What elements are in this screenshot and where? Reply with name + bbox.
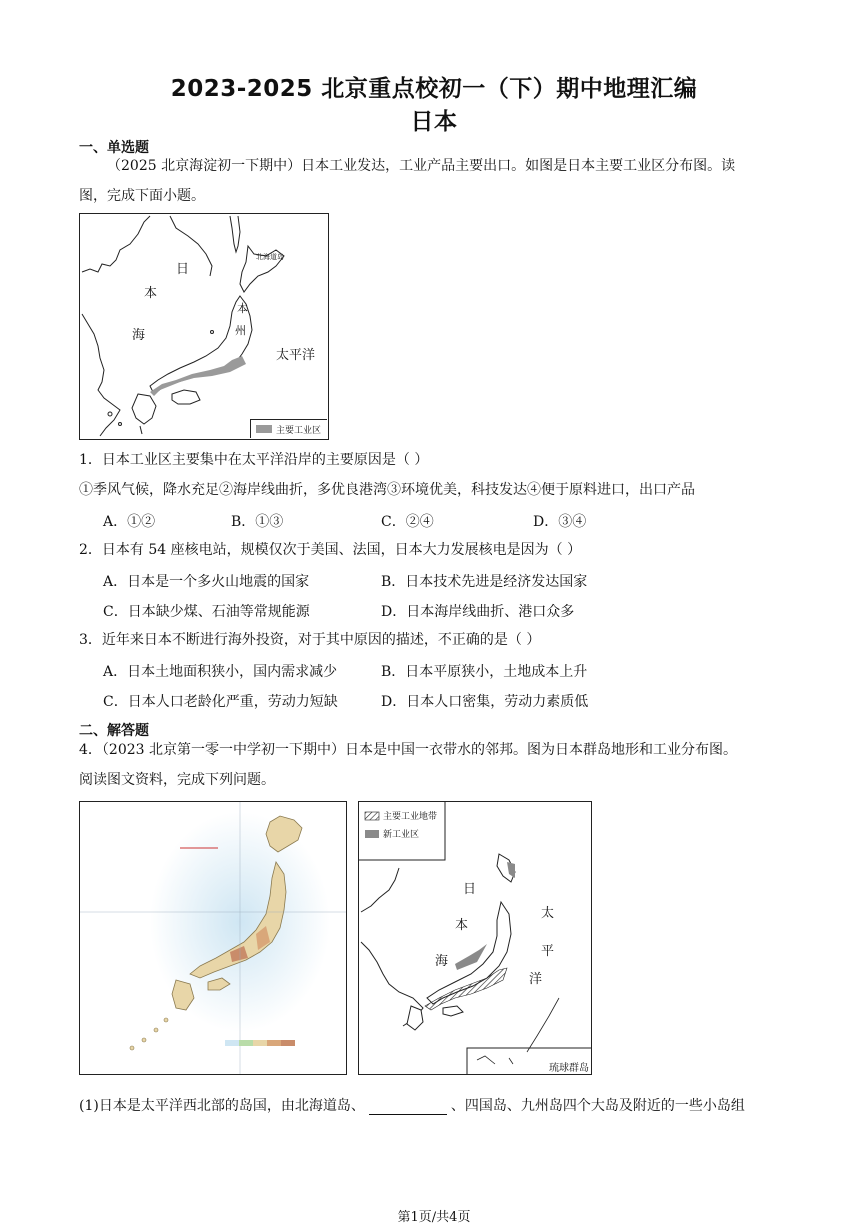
question-1-detail: ①季风气候，降水充足②海岸线曲折，多优良港湾③环境优美，科技发达④便于原料进口，出口产品 bbox=[79, 482, 695, 498]
map3-sea-label-3: 海 bbox=[435, 954, 449, 969]
q4-intro-line-1: 4．（2023 北京第一零一中学初一下期中）日本是中国一衣带水的邻邦。图为日本群岛地形和工业分布图。 bbox=[79, 742, 737, 758]
japan-industry-map bbox=[79, 213, 329, 440]
map1-island-label-1: 本 bbox=[237, 302, 248, 315]
section-heading-answer: 二、解答题 bbox=[79, 723, 149, 739]
question-3-stem: 3．近年来日本不断进行海外投资，对于其中原因的描述，不正确的是（ ） bbox=[79, 632, 541, 648]
intro-text-line-2: 图，完成下面小题。 bbox=[79, 188, 205, 204]
map1-sea-label-1: 日 bbox=[176, 262, 190, 277]
question-2-option-a[interactable]: A．日本是一个多火山地震的国家 bbox=[103, 574, 310, 590]
map1-legend-swatch bbox=[256, 425, 272, 433]
japan-industrial-zone-map bbox=[358, 801, 592, 1075]
question-2-stem: 2．日本有 54 座核电站，规模仅次于美国、法国，日本大力发展核电是因为（ ） bbox=[79, 542, 582, 558]
page-number: 第1页/共4页 bbox=[397, 1210, 471, 1225]
question-1-option-c[interactable]: C．②④ bbox=[381, 514, 434, 530]
map1-small-label: 北海道岛 bbox=[256, 253, 284, 261]
page-subtitle: 日本 bbox=[410, 109, 458, 135]
question-1-stem: 1．日本工业区主要集中在太平洋沿岸的主要原因是（ ） bbox=[79, 452, 429, 468]
q4-sub1-text bbox=[79, 1097, 745, 1115]
map1-legend bbox=[250, 419, 327, 438]
map1-sea-label-3: 海 bbox=[132, 328, 146, 343]
japan-topographic-map bbox=[79, 801, 347, 1075]
question-2-option-d[interactable]: D．日本海岸线曲折、港口众多 bbox=[381, 604, 575, 620]
map3-ocean-label-3: 洋 bbox=[529, 972, 543, 987]
map3-sea-label-2: 本 bbox=[455, 918, 469, 933]
map3-inset-label: 琉球群岛 bbox=[549, 1063, 589, 1074]
question-1-option-a[interactable]: A．①② bbox=[103, 514, 156, 530]
map1-ocean-label: 太平洋 bbox=[276, 348, 316, 363]
question-2-option-b[interactable]: B．日本技术先进是经济发达国家 bbox=[381, 574, 588, 590]
map3-sea-label-1: 日 bbox=[463, 882, 477, 897]
map1-legend-label: 主要工业区 bbox=[276, 426, 322, 436]
map3-legend-label-1: 主要工业地带 bbox=[383, 812, 438, 822]
japan-industry-map-drawing bbox=[80, 214, 328, 439]
map3-ocean-label-1: 太 bbox=[541, 906, 555, 921]
question-1-option-b[interactable]: B．①③ bbox=[231, 514, 284, 530]
question-1-option-d[interactable]: D．③④ bbox=[533, 514, 587, 530]
question-3-option-d[interactable]: D．日本人口密集，劳动力素质低 bbox=[381, 694, 589, 710]
q4-sub1-prefix: (1)日本是太平洋西北部的岛国，由北海道岛、 bbox=[79, 1098, 365, 1114]
question-2-option-c[interactable]: C．日本缺少煤、石油等常规能源 bbox=[103, 604, 310, 620]
question-3-option-c[interactable]: C．日本人口老龄化严重，劳动力短缺 bbox=[103, 694, 338, 710]
q4-sub1-answer-blank[interactable] bbox=[369, 1100, 447, 1115]
section-heading-single-choice: 一、单选题 bbox=[79, 140, 149, 156]
japan-industrial-zone-map-drawing bbox=[359, 802, 591, 1074]
map1-island-label-2: 州 bbox=[235, 324, 246, 337]
q4-intro-line-2: 阅读图文资料，完成下列问题。 bbox=[79, 772, 275, 788]
map3-ocean-label-2: 平 bbox=[541, 944, 555, 959]
map1-sea-label-2: 本 bbox=[144, 286, 158, 301]
question-3-option-a[interactable]: A．日本土地面积狭小，国内需求减少 bbox=[103, 664, 338, 680]
intro-text-line-1: （2025 北京海淀初一下期中）日本工业发达，工业产品主要出口。如图是日本主要工业区分布图。读 bbox=[107, 158, 736, 174]
page-title: 2023-2025 北京重点校初一（下）期中地理汇编 bbox=[170, 76, 698, 102]
japan-topographic-map-drawing bbox=[80, 802, 346, 1074]
q4-sub1-suffix: 、四国岛、九州岛四个大岛及附近的一些小岛组 bbox=[450, 1098, 745, 1114]
map3-legend-label-2: 新工业区 bbox=[383, 830, 420, 840]
question-3-option-b[interactable]: B．日本平原狭小，土地成本上升 bbox=[381, 664, 588, 680]
